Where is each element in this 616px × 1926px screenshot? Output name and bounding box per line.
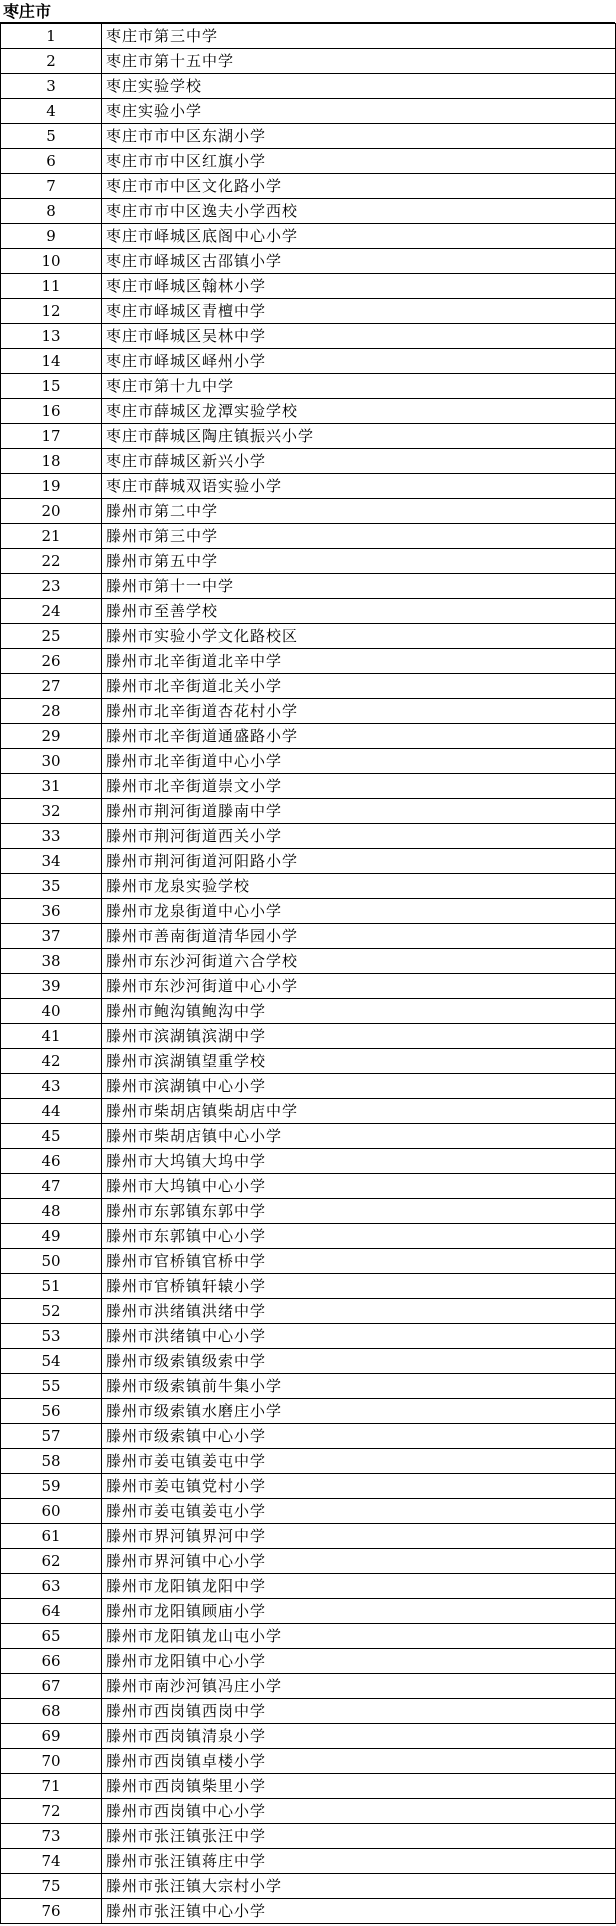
row-number: 66: [1, 1649, 102, 1674]
table-row: [1, 1799, 616, 1824]
school-name: 滕州市至善学校: [102, 599, 616, 624]
school-name: 枣庄市峄城区吴林中学: [102, 324, 616, 349]
school-name: 滕州市洪绪镇中心小学: [102, 1324, 616, 1349]
school-name: 枣庄市峄城区峄州小学: [102, 349, 616, 374]
table-row: [1, 1174, 616, 1199]
table-row: [1, 24, 616, 49]
table-row: [1, 474, 616, 499]
table-row: [1, 1749, 616, 1774]
row-number: 9: [1, 224, 102, 249]
school-name: 枣庄市薛城区新兴小学: [102, 449, 616, 474]
school-name: 枣庄市市中区东湖小学: [102, 124, 616, 149]
school-name: 滕州市荆河街道河阳路小学: [102, 849, 616, 874]
school-name: 滕州市张汪镇大宗村小学: [102, 1874, 616, 1899]
table-row: [1, 1474, 616, 1499]
table-row: [1, 1624, 616, 1649]
school-name: 滕州市西岗镇中心小学: [102, 1799, 616, 1824]
school-table: [0, 23, 616, 1924]
table-row: [1, 199, 616, 224]
row-number: 19: [1, 474, 102, 499]
row-number: 52: [1, 1299, 102, 1324]
table-row: [1, 1449, 616, 1474]
school-name: 滕州市大坞镇大坞中学: [102, 1149, 616, 1174]
row-number: 44: [1, 1099, 102, 1124]
table-row: [1, 1849, 616, 1874]
table-row: [1, 324, 616, 349]
table-row: [1, 649, 616, 674]
school-name: 滕州市大坞镇中心小学: [102, 1174, 616, 1199]
table-row: [1, 1899, 616, 1924]
table-row: [1, 399, 616, 424]
table-row: [1, 1724, 616, 1749]
table-row: [1, 374, 616, 399]
table-row: [1, 1549, 616, 1574]
table-row: [1, 574, 616, 599]
table-row: [1, 949, 616, 974]
table-row: [1, 1224, 616, 1249]
school-name: 枣庄实验小学: [102, 99, 616, 124]
school-name: 滕州市姜屯镇姜屯小学: [102, 1499, 616, 1524]
school-name: 滕州市龙阳镇中心小学: [102, 1649, 616, 1674]
table-row: [1, 1074, 616, 1099]
school-name: 滕州市第五中学: [102, 549, 616, 574]
table-row: [1, 1149, 616, 1174]
school-name: 滕州市西岗镇西岗中学: [102, 1699, 616, 1724]
row-number: 45: [1, 1124, 102, 1149]
school-name: 滕州市姜屯镇党村小学: [102, 1474, 616, 1499]
school-name: 滕州市滨湖镇滨湖中学: [102, 1024, 616, 1049]
school-name: 滕州市东沙河街道中心小学: [102, 974, 616, 999]
school-name: 滕州市界河镇中心小学: [102, 1549, 616, 1574]
table-row: [1, 1774, 616, 1799]
row-number: 8: [1, 199, 102, 224]
row-number: 41: [1, 1024, 102, 1049]
school-name: 滕州市龙阳镇龙山屯小学: [102, 1624, 616, 1649]
school-name: 滕州市第十一中学: [102, 574, 616, 599]
table-row: [1, 674, 616, 699]
row-number: 59: [1, 1474, 102, 1499]
table-row: [1, 699, 616, 724]
school-name: 滕州市官桥镇官桥中学: [102, 1249, 616, 1274]
school-name: 滕州市级索镇前牛集小学: [102, 1374, 616, 1399]
row-number: 26: [1, 649, 102, 674]
row-number: 5: [1, 124, 102, 149]
row-number: 27: [1, 674, 102, 699]
school-name: 滕州市界河镇界河中学: [102, 1524, 616, 1549]
row-number: 58: [1, 1449, 102, 1474]
row-number: 2: [1, 49, 102, 74]
school-name: 枣庄市峄城区底阁中心小学: [102, 224, 616, 249]
row-number: 28: [1, 699, 102, 724]
row-number: 57: [1, 1424, 102, 1449]
table-row: [1, 1574, 616, 1599]
school-name: 滕州市北辛街道中心小学: [102, 749, 616, 774]
table-row: [1, 99, 616, 124]
row-number: 71: [1, 1774, 102, 1799]
school-name: 滕州市洪绪镇洪绪中学: [102, 1299, 616, 1324]
row-number: 13: [1, 324, 102, 349]
school-name: 滕州市滨湖镇望重学校: [102, 1049, 616, 1074]
row-number: 56: [1, 1399, 102, 1424]
table-row: [1, 524, 616, 549]
row-number: 55: [1, 1374, 102, 1399]
row-number: 11: [1, 274, 102, 299]
table-row: [1, 1324, 616, 1349]
school-name: 滕州市东郭镇东郭中学: [102, 1199, 616, 1224]
row-number: 37: [1, 924, 102, 949]
row-number: 73: [1, 1824, 102, 1849]
school-name: 滕州市级索镇级索中学: [102, 1349, 616, 1374]
row-number: 62: [1, 1549, 102, 1574]
table-row: [1, 124, 616, 149]
school-name: 滕州市龙阳镇龙阳中学: [102, 1574, 616, 1599]
school-name: 枣庄市市中区文化路小学: [102, 174, 616, 199]
row-number: 75: [1, 1874, 102, 1899]
table-row: [1, 1524, 616, 1549]
table-row: [1, 1199, 616, 1224]
school-name: 枣庄市第十五中学: [102, 49, 616, 74]
row-number: 30: [1, 749, 102, 774]
table-row: [1, 424, 616, 449]
school-name: 枣庄市峄城区青檀中学: [102, 299, 616, 324]
row-number: 60: [1, 1499, 102, 1524]
school-name: 滕州市级索镇水磨庄小学: [102, 1399, 616, 1424]
row-number: 4: [1, 99, 102, 124]
table-row: [1, 1049, 616, 1074]
table-row: [1, 1874, 616, 1899]
table-row: [1, 1424, 616, 1449]
table-row: [1, 749, 616, 774]
school-name: 滕州市善南街道清华园小学: [102, 924, 616, 949]
row-number: 17: [1, 424, 102, 449]
school-name: 滕州市张汪镇中心小学: [102, 1899, 616, 1924]
row-number: 6: [1, 149, 102, 174]
row-number: 51: [1, 1274, 102, 1299]
school-name: 滕州市荆河街道滕南中学: [102, 799, 616, 824]
table-row: [1, 49, 616, 74]
row-number: 48: [1, 1199, 102, 1224]
row-number: 22: [1, 549, 102, 574]
school-name: 滕州市西岗镇卓楼小学: [102, 1749, 616, 1774]
school-name: 滕州市西岗镇清泉小学: [102, 1724, 616, 1749]
table-row: [1, 1599, 616, 1624]
row-number: 14: [1, 349, 102, 374]
table-row: [1, 999, 616, 1024]
table-row: [1, 1499, 616, 1524]
table-row: [1, 1824, 616, 1849]
school-name: 滕州市柴胡店镇中心小学: [102, 1124, 616, 1149]
table-row: [1, 299, 616, 324]
school-name: 滕州市北辛街道北关小学: [102, 674, 616, 699]
school-name: 枣庄市市中区红旗小学: [102, 149, 616, 174]
table-row: [1, 1674, 616, 1699]
row-number: 36: [1, 899, 102, 924]
table-row: [1, 1699, 616, 1724]
table-row: [1, 724, 616, 749]
row-number: 3: [1, 74, 102, 99]
school-name: 枣庄市市中区逸夫小学西校: [102, 199, 616, 224]
row-number: 21: [1, 524, 102, 549]
table-row: [1, 499, 616, 524]
row-number: 50: [1, 1249, 102, 1274]
row-number: 20: [1, 499, 102, 524]
school-name: 滕州市龙泉实验学校: [102, 874, 616, 899]
row-number: 31: [1, 774, 102, 799]
table-row: [1, 1124, 616, 1149]
school-name: 滕州市荆河街道西关小学: [102, 824, 616, 849]
school-name: 枣庄市薛城区陶庄镇振兴小学: [102, 424, 616, 449]
school-name: 滕州市东沙河街道六合学校: [102, 949, 616, 974]
table-row: [1, 449, 616, 474]
section-title: 枣庄市: [0, 0, 615, 23]
row-number: 68: [1, 1699, 102, 1724]
table-row: [1, 1099, 616, 1124]
row-number: 70: [1, 1749, 102, 1774]
table-row: [1, 899, 616, 924]
school-name: 滕州市张汪镇张汪中学: [102, 1824, 616, 1849]
row-number: 69: [1, 1724, 102, 1749]
table-row: [1, 924, 616, 949]
school-name: 枣庄市薛城区龙潭实验学校: [102, 399, 616, 424]
table-body: [1, 24, 616, 1924]
row-number: 29: [1, 724, 102, 749]
row-number: 42: [1, 1049, 102, 1074]
school-name: 滕州市北辛街道通盛路小学: [102, 724, 616, 749]
table-row: [1, 174, 616, 199]
row-number: 39: [1, 974, 102, 999]
school-name: 滕州市南沙河镇冯庄小学: [102, 1674, 616, 1699]
row-number: 61: [1, 1524, 102, 1549]
table-row: [1, 549, 616, 574]
school-name: 枣庄市峄城区古邵镇小学: [102, 249, 616, 274]
school-name: 滕州市北辛街道崇文小学: [102, 774, 616, 799]
school-name: 滕州市级索镇中心小学: [102, 1424, 616, 1449]
row-number: 15: [1, 374, 102, 399]
table-row: [1, 1299, 616, 1324]
school-name: 滕州市实验小学文化路校区: [102, 624, 616, 649]
row-number: 46: [1, 1149, 102, 1174]
school-name: 滕州市官桥镇轩辕小学: [102, 1274, 616, 1299]
table-row: [1, 1649, 616, 1674]
table-row: [1, 599, 616, 624]
table-row: [1, 349, 616, 374]
table-row: [1, 799, 616, 824]
school-name: 滕州市第二中学: [102, 499, 616, 524]
row-number: 24: [1, 599, 102, 624]
school-name: 滕州市西岗镇柴里小学: [102, 1774, 616, 1799]
school-name: 滕州市鲍沟镇鲍沟中学: [102, 999, 616, 1024]
table-row: [1, 849, 616, 874]
table-row: [1, 249, 616, 274]
school-name: 滕州市滨湖镇中心小学: [102, 1074, 616, 1099]
table-row: [1, 74, 616, 99]
row-number: 18: [1, 449, 102, 474]
row-number: 10: [1, 249, 102, 274]
row-number: 53: [1, 1324, 102, 1349]
school-name: 滕州市龙阳镇顾庙小学: [102, 1599, 616, 1624]
table-row: [1, 1399, 616, 1424]
table-row: [1, 824, 616, 849]
row-number: 35: [1, 874, 102, 899]
school-name: 滕州市北辛街道杏花村小学: [102, 699, 616, 724]
row-number: 12: [1, 299, 102, 324]
table-row: [1, 274, 616, 299]
row-number: 54: [1, 1349, 102, 1374]
row-number: 43: [1, 1074, 102, 1099]
school-name: 枣庄市第三中学: [102, 24, 616, 49]
row-number: 32: [1, 799, 102, 824]
school-name: 枣庄市第十九中学: [102, 374, 616, 399]
school-name: 滕州市姜屯镇姜屯中学: [102, 1449, 616, 1474]
row-number: 76: [1, 1899, 102, 1924]
row-number: 16: [1, 399, 102, 424]
table-row: [1, 1249, 616, 1274]
table-row: [1, 1374, 616, 1399]
table-row: [1, 224, 616, 249]
row-number: 1: [1, 24, 102, 49]
table-row: [1, 774, 616, 799]
row-number: 33: [1, 824, 102, 849]
row-number: 65: [1, 1624, 102, 1649]
school-name: 滕州市东郭镇中心小学: [102, 1224, 616, 1249]
table-row: [1, 874, 616, 899]
school-name: 滕州市柴胡店镇柴胡店中学: [102, 1099, 616, 1124]
table-row: [1, 974, 616, 999]
school-name: 枣庄实验学校: [102, 74, 616, 99]
school-name: 枣庄市薛城双语实验小学: [102, 474, 616, 499]
row-number: 38: [1, 949, 102, 974]
school-name: 滕州市张汪镇蒋庄中学: [102, 1849, 616, 1874]
table-row: [1, 624, 616, 649]
row-number: 63: [1, 1574, 102, 1599]
table-row: [1, 149, 616, 174]
row-number: 40: [1, 999, 102, 1024]
row-number: 72: [1, 1799, 102, 1824]
school-name: 滕州市北辛街道北辛中学: [102, 649, 616, 674]
row-number: 64: [1, 1599, 102, 1624]
table-row: [1, 1349, 616, 1374]
school-name: 滕州市第三中学: [102, 524, 616, 549]
row-number: 47: [1, 1174, 102, 1199]
row-number: 34: [1, 849, 102, 874]
row-number: 74: [1, 1849, 102, 1874]
school-name: 滕州市龙泉街道中心小学: [102, 899, 616, 924]
row-number: 49: [1, 1224, 102, 1249]
row-number: 7: [1, 174, 102, 199]
row-number: 25: [1, 624, 102, 649]
table-row: [1, 1274, 616, 1299]
row-number: 67: [1, 1674, 102, 1699]
table-row: [1, 1024, 616, 1049]
row-number: 23: [1, 574, 102, 599]
school-name: 枣庄市峄城区翰林小学: [102, 274, 616, 299]
